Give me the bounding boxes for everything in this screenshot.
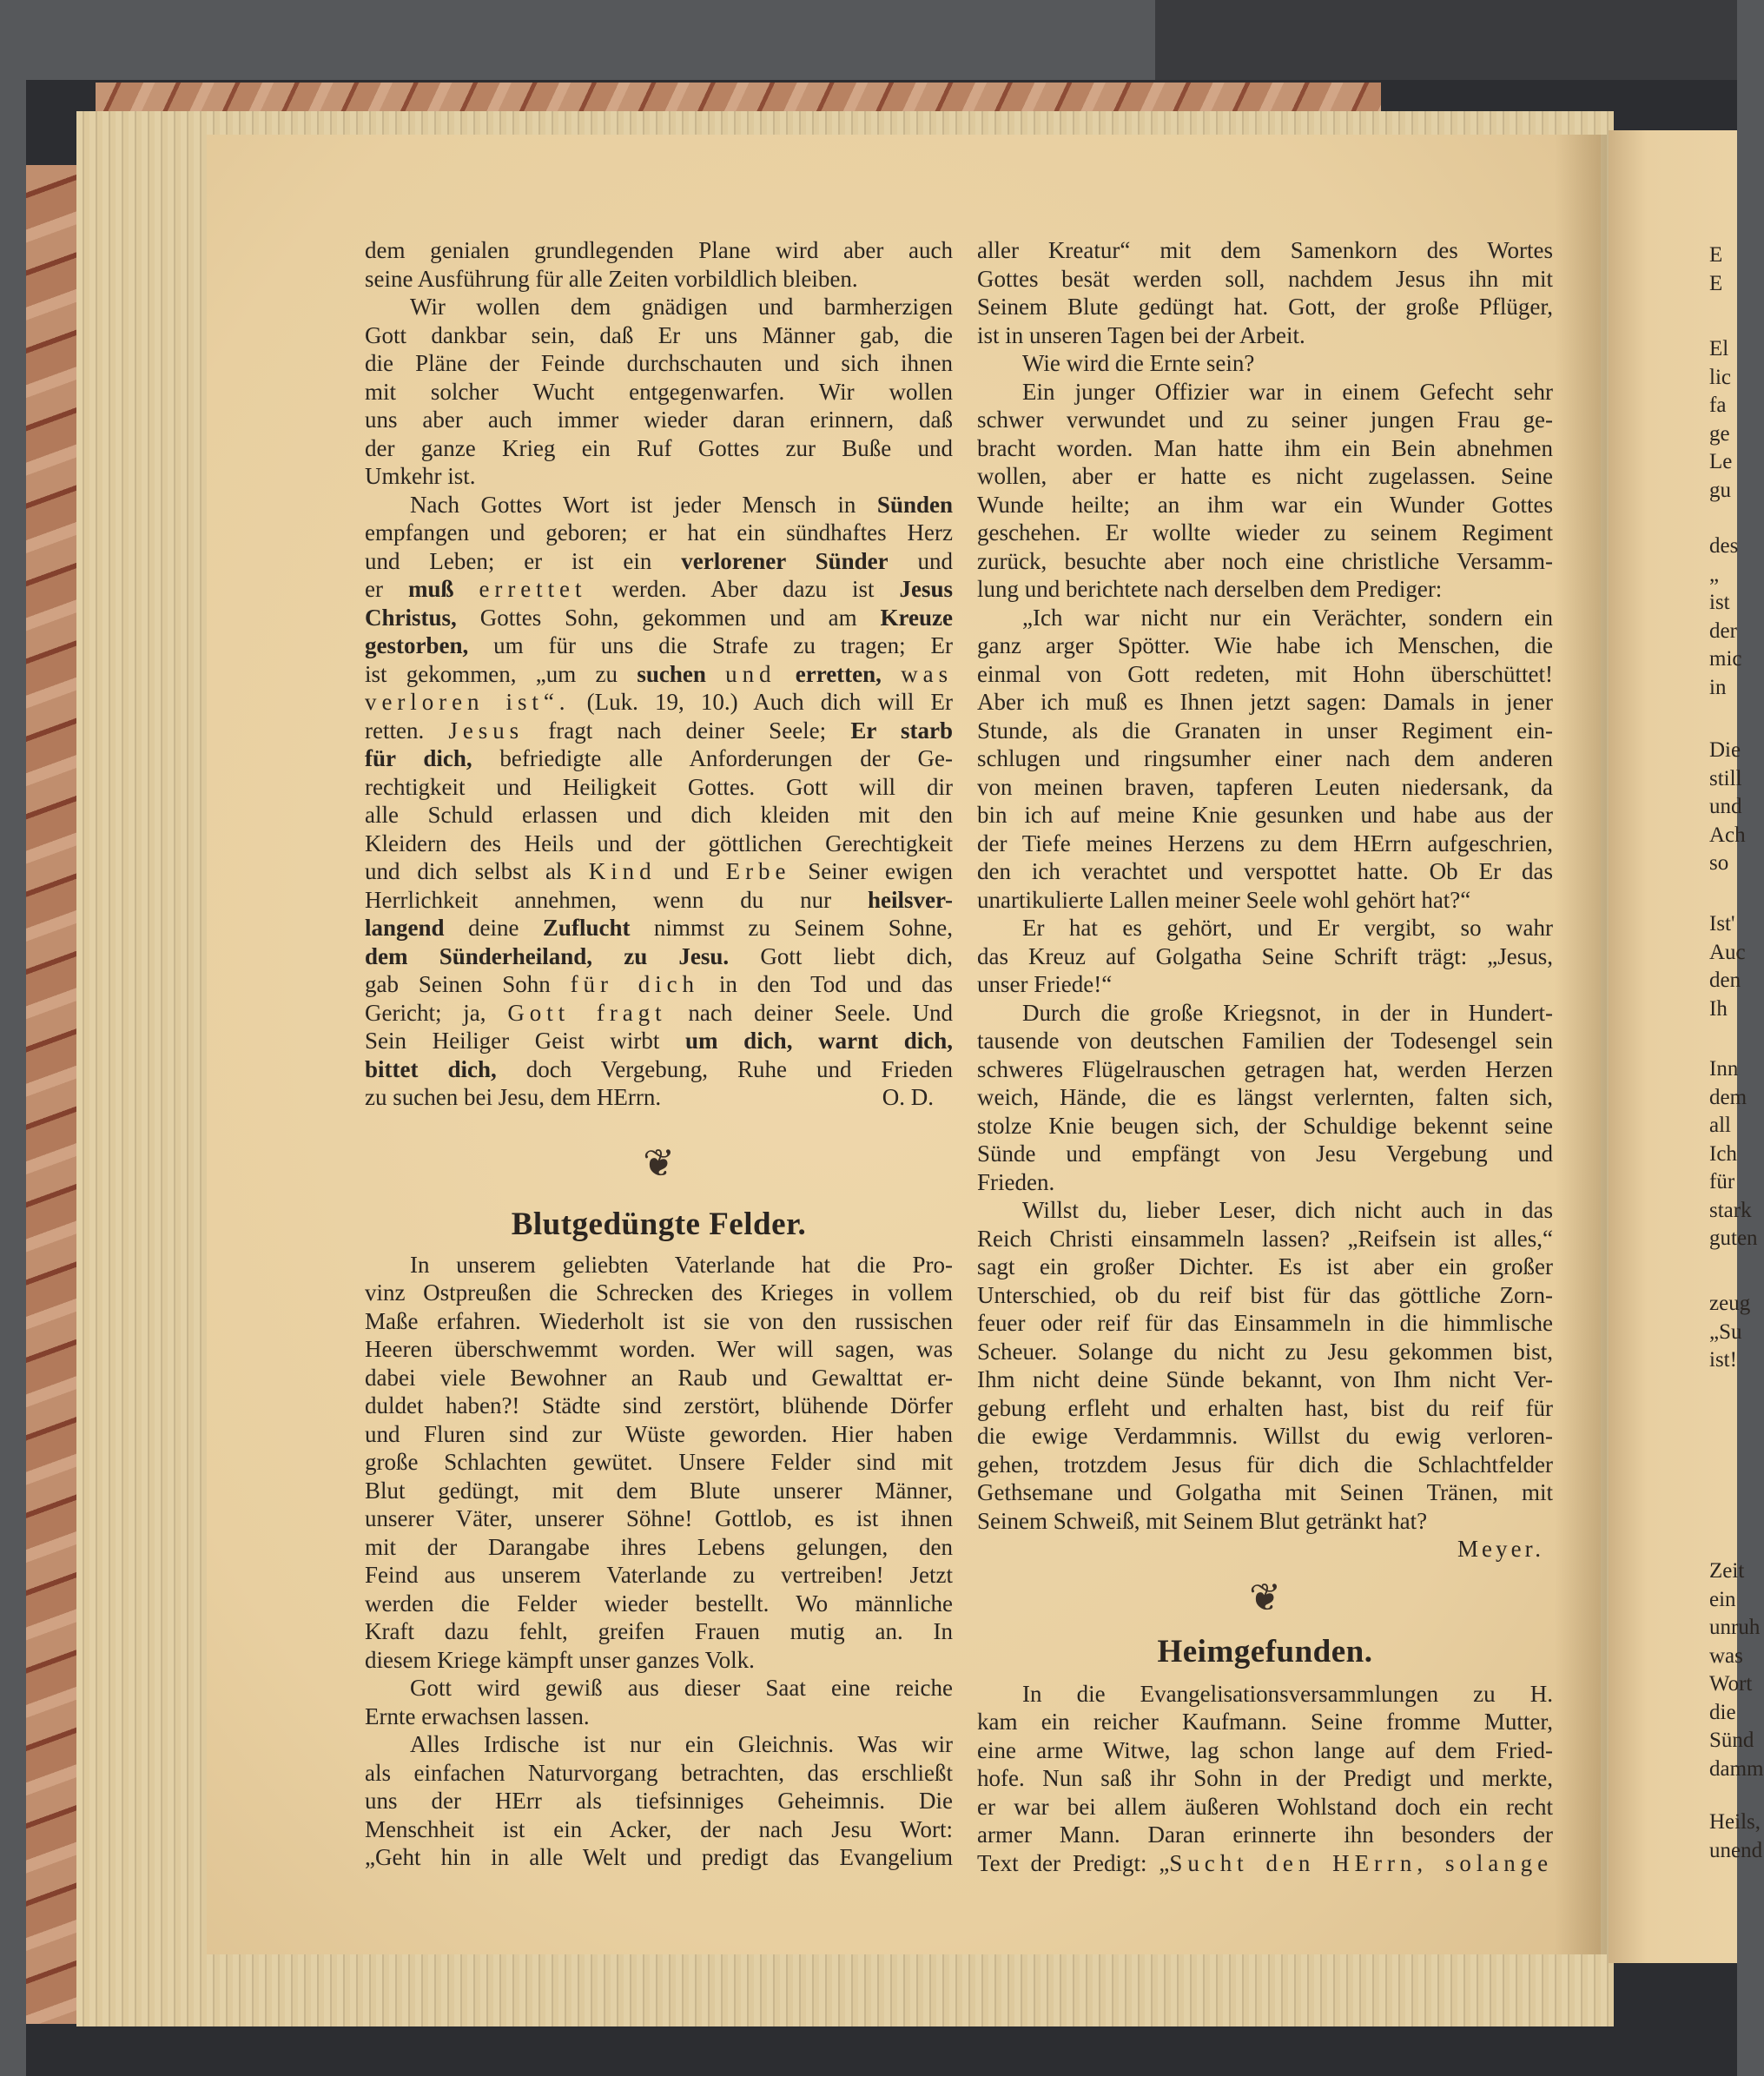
text-line: das Kreuz auf Golgatha Seine Schrift trägt: „Jesus, bbox=[977, 942, 1553, 969]
text-line: uns aber auch immer wieder daran erinnern, daß bbox=[365, 407, 953, 433]
paragraph bbox=[365, 491, 953, 1112]
text-line: schlugen und ringsumher einer nach dem anderen bbox=[977, 745, 1553, 771]
fragment-line: Wort bbox=[1709, 1672, 1753, 1696]
text-line: ist in unseren Tagen bei der Arbeit. bbox=[977, 321, 1305, 348]
text-line: Feind aus unserem Vaterlande zu vertreiben! Jetzt bbox=[365, 1562, 953, 1588]
spaced-text: für dich bbox=[570, 971, 699, 997]
text-line: duldet haben?! Städte sind zerstört, blühende Dörfer bbox=[365, 1392, 953, 1418]
text-line: Stunde, als die Granaten in unser Regiment ein- bbox=[977, 717, 1553, 744]
fragment-line: E bbox=[1709, 271, 1723, 295]
bold-text: für dich, bbox=[365, 745, 472, 771]
text-line: kam ein reicher Kaufmann. Seine fromme Mutter, bbox=[977, 1709, 1553, 1735]
fragment-line: Ist' bbox=[1709, 912, 1735, 936]
text-line: schweres Flügelrauschen getragen hat, werden Herzen bbox=[977, 1055, 1553, 1082]
bold-text: Zuflucht bbox=[542, 915, 631, 941]
bold-text: Sünden bbox=[876, 491, 953, 518]
text-line: vinz Ostpreußen die Schrecken des Krieges in vollem bbox=[365, 1279, 953, 1306]
fragment-line: ge bbox=[1709, 421, 1730, 446]
text-line: tausende von deutschen Familien der Todesengel sein bbox=[977, 1028, 1553, 1054]
fragment-group bbox=[1709, 1055, 1758, 1253]
bold-text: bittet dich, bbox=[365, 1055, 497, 1082]
text-line: langend deine Zuflucht nimmst zu Seinem Sohne, bbox=[365, 915, 953, 941]
text-line: den ich verachtet und verspottet hatte. Ob Er das bbox=[977, 858, 1553, 884]
text-line: Maße erfahren. Wiederholt ist sie von den russischen bbox=[365, 1307, 953, 1334]
paragraph bbox=[365, 1674, 953, 1730]
bold-text: Er starb bbox=[850, 717, 953, 744]
text-line: wollen, aber er hatte es nicht zugelassen. Seine bbox=[977, 463, 1553, 489]
fragment-group bbox=[1709, 737, 1746, 878]
text-line: weich, Hände, die es längst verlernten, falten sich, bbox=[977, 1084, 1553, 1110]
fragment-line: Sünd bbox=[1709, 1729, 1754, 1752]
fragment-line: Auc bbox=[1709, 940, 1746, 964]
text-line bbox=[365, 1083, 953, 1112]
fragment-line: „Su bbox=[1709, 1319, 1742, 1344]
text-line: empfangen und geboren; er hat ein sündhaftes Herz bbox=[365, 519, 953, 545]
bold-text: erretten, bbox=[795, 660, 882, 687]
text-line: Christus, Gottes Sohn, gekommen und am Kreuze bbox=[365, 604, 953, 631]
paragraph bbox=[365, 1730, 953, 1872]
text-line: unserer Väter, unserer Söhne! Gottlob, es ist ihnen bbox=[365, 1505, 953, 1531]
text-line: aller Kreatur“ mit dem Samenkorn des Wortes bbox=[977, 237, 1553, 263]
text-line: und dich selbst als Kind und Erbe Seiner ewigen bbox=[365, 858, 953, 884]
paragraph bbox=[977, 1196, 1553, 1535]
text-line: Nach Gottes Wort ist jeder Mensch in Sünden bbox=[410, 491, 953, 518]
text-line: mit solcher Wucht entgegenwarfen. Wir wollen bbox=[365, 378, 953, 405]
fragment-group bbox=[1709, 1557, 1764, 1783]
text-line: Ernte erwachsen lassen. bbox=[365, 1702, 590, 1729]
text-line: unser Friede!“ bbox=[977, 971, 1113, 997]
text-line: hofe. Nun saß ihr Sohn in der Predigt und merkte, bbox=[977, 1765, 1553, 1791]
fragment-line: Heils, bbox=[1709, 1810, 1761, 1834]
text-line: verloren ist“. (Luk. 19, 10.) Auch dich will Er bbox=[365, 689, 953, 715]
fragment-line: E bbox=[1709, 243, 1723, 267]
fragment-line: des bbox=[1709, 534, 1739, 558]
text-line: uns der HErr als tiefsinniges Geheimnis. Die bbox=[365, 1788, 953, 1814]
paragraph bbox=[977, 914, 1553, 999]
fragment-line: Ih bbox=[1709, 996, 1728, 1021]
text-line: unartikulierte Lallen meiner Seele wohl gehört hat?“ bbox=[977, 886, 1471, 913]
text-line: Reich Christi einsammeln lassen? „Reifsein ist alles,“ bbox=[977, 1225, 1553, 1252]
text-line: Er hat es gehört, und Er vergibt, so wahr bbox=[1022, 915, 1553, 941]
text-line: dem Sünderheiland, zu Jesu. Gott liebt dich, bbox=[365, 942, 953, 969]
text-line: Wir wollen dem gnädigen und barmherzigen bbox=[410, 294, 953, 320]
text-line: schwer verwundet und zu seiner jungen Frau ge- bbox=[977, 407, 1553, 433]
fragment-group bbox=[1709, 1808, 1762, 1865]
spaced-text: Sucht den HErrn, solange bbox=[1169, 1849, 1553, 1876]
text-line: gehen, trotzdem Jesus für dich die Schlachtfelder bbox=[977, 1451, 1553, 1478]
fragment-line: El bbox=[1709, 337, 1729, 360]
fragment-line: Le bbox=[1709, 450, 1733, 473]
fragment-line: ist bbox=[1709, 591, 1730, 614]
text-line: Ein junger Offizier war in einem Gefecht sehr bbox=[1022, 378, 1553, 405]
text-line: Scheuer. Solange du nicht zu Jesu gekommen bist, bbox=[977, 1338, 1553, 1365]
fragment-group bbox=[1709, 241, 1722, 298]
text-line: Heeren überschwemmt worden. Wer will sagen, was bbox=[365, 1336, 953, 1362]
fragment-line: damm bbox=[1709, 1756, 1764, 1781]
text-line: armer Mann. Daran erinnerte ihn besonders der bbox=[977, 1821, 1553, 1848]
text-line: eine arme Witwe, lag schon lange auf dem Fried- bbox=[977, 1736, 1553, 1763]
text-line: und Leben; er ist ein verlorener Sünder und bbox=[365, 547, 954, 574]
fragment-line: unend bbox=[1709, 1838, 1763, 1862]
text-line: die ewige Verdammnis. Willst du ewig verloren- bbox=[977, 1423, 1553, 1449]
text-line: dem genialen grundlegenden Plane wird aber auch bbox=[365, 237, 953, 263]
marbled-cover-left bbox=[26, 165, 80, 2024]
fragment-line: Die bbox=[1709, 738, 1741, 762]
text-line: In unserem geliebten Vaterlande hat die Pro- bbox=[410, 1251, 953, 1278]
bold-text: Kreuze bbox=[880, 604, 953, 631]
text-line: Kleidern des Heils und der göttlichen Gerechtigkeit bbox=[365, 830, 953, 856]
text-column-right bbox=[977, 236, 1553, 1877]
paragraph bbox=[977, 236, 1553, 349]
paragraph bbox=[977, 1680, 1553, 1878]
text-line: er muß errettet werden. Aber dazu ist Jesus bbox=[365, 576, 953, 602]
text-line: einmal von Gott redeten, mit Hohn überschüttet! bbox=[977, 660, 1553, 687]
paragraph bbox=[977, 378, 1553, 604]
text-line: bin ich auf meine Knie gesunken und habe aus der bbox=[977, 802, 1553, 828]
text-line: Ihm nicht deine Sünde bekannt, von Ihm nicht Ver- bbox=[977, 1366, 1553, 1392]
paragraph bbox=[365, 236, 953, 293]
fragment-line: guten bbox=[1709, 1226, 1758, 1250]
spaced-text: errettet bbox=[479, 576, 587, 602]
fragment-line: so bbox=[1709, 851, 1729, 875]
text-line: Herrlichkeit annehmen, wenn du nur heilsver- bbox=[365, 886, 953, 913]
text-line: die Pläne der Feinde durchschauten und sich ihnen bbox=[365, 350, 953, 376]
text-line: werden die Felder wieder bestellt. Wo männliche bbox=[365, 1590, 953, 1617]
fragment-line: was bbox=[1709, 1643, 1743, 1668]
fragment-group bbox=[1709, 910, 1746, 1023]
bold-text: gestorben, bbox=[365, 632, 469, 658]
text-line: bittet dich, doch Vergebung, Ruhe und Frieden bbox=[365, 1055, 953, 1082]
text-line: Menschheit ist ein Acker, der nach Jesu Wort: bbox=[365, 1815, 953, 1842]
fragment-line: stark bbox=[1709, 1198, 1752, 1222]
fragment-line: dem bbox=[1709, 1085, 1747, 1109]
text-line: diesem Kriege kämpft unser ganzes Volk. bbox=[365, 1646, 755, 1673]
text-line: retten. Jesus fragt nach deiner Seele; Er starb bbox=[365, 717, 953, 744]
text-line: Sünde und empfängt von Jesu Vergebung und bbox=[977, 1140, 1553, 1167]
line-text: zu suchen bei Jesu, dem HErrn. bbox=[365, 1084, 662, 1110]
paragraph bbox=[977, 604, 1553, 915]
signature: Meyer. bbox=[1457, 1536, 1544, 1562]
text-line: ganz arger Spötter. Wie habe ich Menschen, die bbox=[977, 632, 1553, 658]
text-line: Kraft dazu fehlt, greifen Frauen mutig an. In bbox=[365, 1618, 953, 1644]
bold-text: muß bbox=[407, 576, 454, 602]
text-line: Gethsemane und Golgatha mit Seinen Tränen, mit bbox=[977, 1479, 1553, 1505]
fragment-line: für bbox=[1709, 1170, 1735, 1193]
text-line: geschehen. Er wollte wieder zu seinem Regiment bbox=[977, 519, 1553, 545]
fragment-line: unruh bbox=[1709, 1616, 1761, 1639]
text-line: Sein Heiliger Geist wirbt um dich, warnt dich, bbox=[365, 1028, 953, 1054]
text-line: für dich, befriedigte alle Anforderungen der Ge- bbox=[365, 745, 953, 771]
text-line: und Fluren sind zur Wüste geworden. Hier haben bbox=[365, 1420, 953, 1447]
text-line: seine Ausführung für alle Zeiten vorbildlich bleiben. bbox=[365, 265, 858, 292]
text-line: Blut gedüngt, mit dem Blute unserer Männer, bbox=[365, 1477, 953, 1504]
text-line: Gott wird gewiß aus dieser Saat eine reiche bbox=[410, 1675, 953, 1701]
text-line: „Geht hin in alle Welt und predigt das Evangelium bbox=[365, 1844, 953, 1870]
text-line: Aber ich muß es Ihnen jetzt sagen: Damals in jener bbox=[977, 689, 1553, 715]
text-line: zurück, besuchte aber noch eine christliche Versamm- bbox=[977, 547, 1553, 574]
text-line: gestorben, um für uns die Strafe zu tragen; Er bbox=[365, 632, 953, 658]
text-column-left bbox=[365, 236, 953, 1872]
fragment-line: in bbox=[1709, 675, 1727, 699]
fragment-line: Zeit bbox=[1709, 1559, 1745, 1583]
spaced-text: Jesus bbox=[448, 717, 525, 744]
text-line: dabei viele Bewohner an Raub und Gewalttat er- bbox=[365, 1364, 953, 1391]
text-line: als einfachen Naturvorgang betrachten, das erschließt bbox=[365, 1759, 953, 1786]
fragment-line: der bbox=[1709, 618, 1737, 643]
page-gutter-shadow bbox=[1555, 135, 1607, 1954]
spaced-text: Gott fragt bbox=[507, 999, 667, 1026]
text-line: Wunde heilte; an ihm war ein Wunder Gottes bbox=[977, 491, 1553, 518]
text-line: Gottes besät werden soll, nachdem Jesus ihn mit bbox=[977, 265, 1553, 292]
paragraph bbox=[365, 293, 953, 491]
text-line: Gericht; ja, Gott fragt nach deiner Seele. Und bbox=[365, 999, 954, 1026]
text-line: Unterschied, ob du reif bist für das göttliche Zorn- bbox=[977, 1281, 1553, 1308]
fragment-line: ist! bbox=[1709, 1348, 1737, 1372]
paragraph bbox=[977, 999, 1553, 1197]
text-line: bracht worden. Man hatte ihm ein Bein abnehmen bbox=[977, 434, 1553, 461]
fleuron-icon: ❦ bbox=[643, 1141, 675, 1185]
text-line: ist gekommen, „um zu suchen und erretten, was bbox=[365, 660, 954, 687]
text-line: stolze Knie beugen sich, der Schuldige bekennt seine bbox=[977, 1112, 1553, 1139]
spaced-text: und bbox=[725, 660, 776, 687]
text-line: Alles Irdische ist nur ein Gleichnis. Was wir bbox=[410, 1731, 953, 1757]
text-line: Seinem Blute gedüngt hat. Gott, der große Pflüger, bbox=[977, 294, 1553, 320]
bold-text: heilsver- bbox=[868, 886, 953, 913]
text-line: alle Schuld erlassen und dich kleiden mit den bbox=[365, 802, 953, 828]
bold-text: suchen bbox=[637, 660, 706, 687]
text-line: In die Evangelisationsversammlungen zu H. bbox=[1022, 1680, 1553, 1707]
text-line: „Ich war nicht nur ein Verächter, sondern ein bbox=[1022, 604, 1553, 631]
spaced-text: was bbox=[901, 660, 954, 687]
fragment-line: still bbox=[1709, 766, 1742, 790]
fragment-line: den bbox=[1709, 969, 1741, 992]
text-line: mit der Darangabe ihres Lebens gelungen, den bbox=[365, 1533, 953, 1560]
fragment-line: ein bbox=[1709, 1587, 1736, 1611]
bold-text: dem Sünderheiland, zu Jesu. bbox=[365, 942, 730, 969]
text-line: Wie wird die Ernte sein? bbox=[1022, 350, 1255, 376]
bold-text: verlorener Sünder bbox=[681, 547, 889, 574]
text-line: sagt ein großer Dichter. Es ist aber ein großer bbox=[977, 1253, 1553, 1279]
text-line: Durch die große Kriegsnot, in der in Hundert- bbox=[1022, 999, 1553, 1026]
text-line: der ganze Krieg ein Ruf Gottes zur Buße und bbox=[365, 434, 953, 461]
text-line: rechtigkeit und Heiligkeit Gottes. Gott will dir bbox=[365, 773, 953, 800]
fragment-line: „ bbox=[1709, 562, 1720, 586]
bold-text: Jesus bbox=[899, 576, 953, 602]
fragment-line: und bbox=[1709, 795, 1742, 818]
fragment-line: fa bbox=[1709, 393, 1727, 417]
text-line: von meinen braven, tapferen Leuten niedersank, da bbox=[977, 773, 1553, 800]
fragment-line: Inn bbox=[1709, 1057, 1739, 1081]
bold-text: um dich, warnt dich, bbox=[685, 1028, 953, 1054]
fragment-line: all bbox=[1709, 1114, 1731, 1137]
fragment-line: mic bbox=[1709, 647, 1742, 671]
fragment-line: Ich bbox=[1709, 1141, 1737, 1166]
text-line: Willst du, lieber Leser, dich nicht auch in das bbox=[1022, 1197, 1553, 1223]
fragment-group bbox=[1709, 1290, 1750, 1375]
spaced-text: Erbe bbox=[725, 858, 791, 884]
text-line: große Schlachten gewütet. Unsere Felder sind mit bbox=[365, 1449, 953, 1475]
article-heading: Heimgefunden. bbox=[1157, 1633, 1373, 1669]
text-line: Text der Predigt: „Sucht den HErrn, solange bbox=[977, 1849, 1553, 1876]
fleuron-icon: ❦ bbox=[1249, 1576, 1281, 1619]
spaced-text: Kind bbox=[588, 858, 657, 884]
fragment-line: die bbox=[1709, 1700, 1736, 1724]
text-line: er war bei allem äußeren Wohlstand doch ein recht bbox=[977, 1793, 1553, 1820]
spaced-text: verloren ist“. bbox=[365, 689, 571, 715]
bold-text: Christus, bbox=[365, 604, 457, 631]
text-line: gebung erfleht und erhalten hast, bist du reif für bbox=[977, 1394, 1553, 1421]
article-heading: Blutgedüngte Felder. bbox=[511, 1206, 807, 1242]
fragment-line: lic bbox=[1709, 365, 1731, 389]
text-line: lung und berichtete nach derselben dem Prediger: bbox=[977, 576, 1443, 602]
text-line: gab Seinen Sohn für dich in den Tod und das bbox=[365, 971, 953, 997]
fragment-line: Ach bbox=[1709, 823, 1746, 847]
background-dark-area bbox=[1155, 0, 1737, 87]
text-line: der Tiefe meines Herzens zu dem HErrn aufgeschrien, bbox=[977, 830, 1553, 856]
text-line: Umkehr ist. bbox=[365, 463, 476, 489]
bold-text: langend bbox=[365, 915, 445, 941]
text-line: Gott dankbar sein, daß Er uns Männer gab, die bbox=[365, 321, 953, 348]
fragment-group bbox=[1709, 335, 1732, 505]
signature: O. D. bbox=[882, 1084, 934, 1110]
fragment-line: zeug bbox=[1709, 1292, 1751, 1315]
text-line: Seinem Schweiß, mit Seinem Blut getränkt hat? bbox=[977, 1507, 1428, 1534]
fragment-line: gu bbox=[1709, 478, 1731, 502]
text-line: Frieden. bbox=[977, 1168, 1055, 1195]
paragraph bbox=[365, 1251, 953, 1675]
paragraph bbox=[977, 349, 1553, 378]
text-line: feuer oder reif für das Einsammeln in die himmlische bbox=[977, 1310, 1553, 1336]
fragment-group bbox=[1709, 532, 1742, 702]
